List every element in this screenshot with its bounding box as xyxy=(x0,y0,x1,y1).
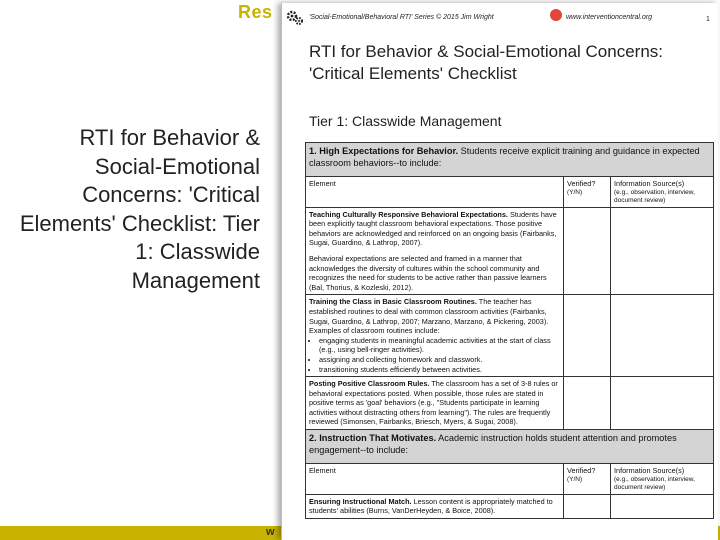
table-row xyxy=(306,295,714,377)
slide-footer-text: w xyxy=(266,526,275,538)
section-heading-row xyxy=(306,430,714,464)
element-text-continued: Behavioral expectations are selected and framed in a manner that acknowledges the diversity of cultures within the school community and recognizes the need for students to be active rather than passive learners (Bal, Thorius, & Kozleski, 2012). xyxy=(309,253,547,292)
list-item: • engaging students in meaningful academic activities at the start of class (e.g., using bell-ringer activities). xyxy=(319,336,560,355)
column-header-info-source: Information Source(s) xyxy=(614,179,685,188)
verified-cell[interactable] xyxy=(564,494,611,518)
column-header-verified: Verified? xyxy=(567,179,596,188)
section-heading-title: 1. High Expectations for Behavior. xyxy=(309,146,459,156)
routine-list xyxy=(309,336,560,374)
column-header-element: Element xyxy=(309,179,336,188)
column-header-row xyxy=(306,177,714,208)
checklist-table xyxy=(305,142,714,519)
section-heading-text: Students receive explicit training and guidance in expected classroom behaviors--to include: xyxy=(309,146,700,168)
element-title: Ensuring Instructional Match. xyxy=(309,496,412,506)
column-header-info-source-sub: (e.g., observation, interview, document review) xyxy=(614,188,695,204)
list-item: • transitioning students efficiently between activities. xyxy=(319,365,560,375)
element-text: Lesson content is appropriately matched to students' abilities (Burns, VanDerHeyden, & Boice, 2008). xyxy=(309,496,553,516)
site-url: www.interventioncentral.org xyxy=(566,14,652,21)
info-source-cell[interactable] xyxy=(611,295,714,377)
verified-cell[interactable] xyxy=(564,207,611,295)
gears-logo-icon xyxy=(286,9,304,27)
section-heading-title: 2. Instruction That Motivates. xyxy=(309,433,437,444)
verified-cell[interactable] xyxy=(564,295,611,377)
series-credit: 'Social-Emotional/Behavioral RTI' Series © 2015 Jim Wright xyxy=(309,14,494,21)
column-header-verified-sub: (Y/N) xyxy=(567,475,583,483)
intervention-central-logo-icon xyxy=(550,9,562,21)
column-header-verified: Verified? xyxy=(567,466,596,476)
element-title: Teaching Culturally Responsive Behavioral Expectations. xyxy=(309,209,508,219)
verified-cell[interactable] xyxy=(564,377,611,430)
info-source-cell[interactable] xyxy=(611,494,714,518)
element-title: Training the Class in Basic Classroom Routines. xyxy=(309,297,477,307)
element-text: The teacher has established routines to deal with common classroom activities (Fairbanks, Sugai, Guardino, & Lathrop, 2007; Marzano, Marzano, & Pickering, 2003). Examples of classroom routines include: xyxy=(309,297,549,336)
column-header-element: Element xyxy=(309,466,336,476)
column-header-verified-sub: (Y/N) xyxy=(567,188,583,196)
table-row xyxy=(306,207,714,295)
element-title: Posting Positive Classroom Rules. xyxy=(309,379,430,389)
list-item: • assigning and collecting homework and classwork. xyxy=(319,355,560,365)
info-source-cell[interactable] xyxy=(611,207,714,295)
column-header-info-source-sub: (e.g., observation, interview, document review) xyxy=(614,475,695,491)
section-heading-text: Academic instruction holds student attention and promotes engagement--to include: xyxy=(309,433,677,456)
page-number: 1 xyxy=(706,16,710,23)
document-header xyxy=(282,3,718,33)
table-row xyxy=(306,377,714,430)
element-text: Students have been explicitly taught classroom behavioral expectations. Those positive behaviors are acknowledged and reinforced on an ongoing basis (Fairbanks, Sugai, Guardino, & Lathrop, 2007). xyxy=(309,209,557,248)
element-text: The classroom has a set of 3-8 rules or behavioral expectations posted. When possible, those rules are stated in positive terms as 'goal' behaviors (e.g., "Students participate in learning activities without distracting others from learning"). The rules are frequently reviewed (Simonsen, Fairbanks, Briesch, Myers, & Sugai, 2008). xyxy=(309,379,558,427)
tier-heading: Tier 1: Classwide Management xyxy=(309,113,502,129)
document-title: RTI for Behavior & Social-Emotional Concerns: 'Critical Elements' Checklist xyxy=(309,42,664,83)
slide-subtitle: RTI for Behavior & Social-Emotional Concerns: 'Critical Elements' Checklist: Tier 1: Classwide Management xyxy=(19,125,260,293)
info-source-cell[interactable] xyxy=(611,377,714,430)
checklist-document xyxy=(281,3,718,540)
table-row xyxy=(306,494,714,518)
column-header-row xyxy=(306,464,714,495)
section-heading-row xyxy=(306,143,714,177)
column-header-info-source: Information Source(s) xyxy=(614,466,685,476)
slide-title: Res xyxy=(238,2,273,22)
